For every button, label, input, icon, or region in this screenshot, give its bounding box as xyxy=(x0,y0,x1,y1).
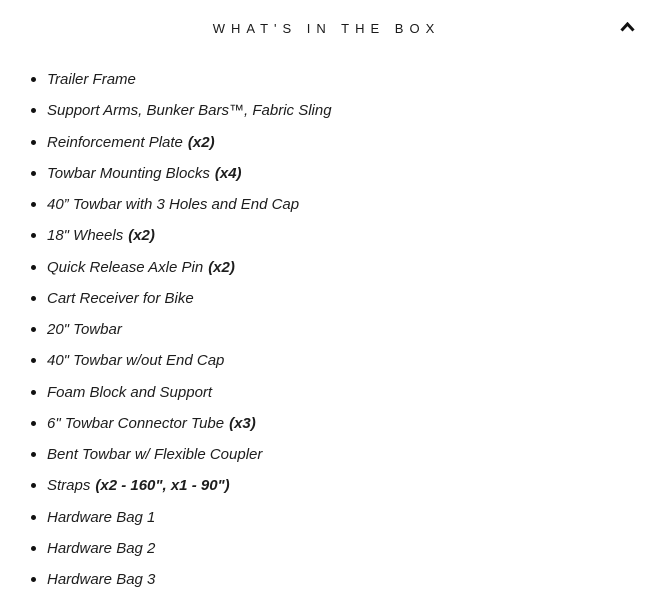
item-quantity: (x4) xyxy=(214,164,242,182)
item-text: Reinforcement Plate xyxy=(47,133,183,151)
list-item xyxy=(31,194,647,215)
list-item xyxy=(31,132,647,153)
list-item xyxy=(31,444,647,465)
list-item xyxy=(31,225,647,246)
box-contents-list xyxy=(0,69,647,590)
list-item xyxy=(31,257,647,278)
item-text: Foam Block and Support xyxy=(47,383,213,401)
item-quantity: (x2) xyxy=(128,227,155,245)
item-text: 40” Towbar with 3 Holes and End Cap xyxy=(47,196,300,213)
list-item xyxy=(31,100,647,121)
item-text: 20" Towbar xyxy=(47,321,122,338)
list-item xyxy=(31,538,647,559)
chevron-up-icon[interactable] xyxy=(619,21,635,33)
item-text: Hardware Bag 1 xyxy=(47,508,156,526)
list-item xyxy=(31,69,647,90)
item-text: Bent Towbar w/ Flexible Coupler xyxy=(47,446,263,463)
item-text: Hardware Bag 2 xyxy=(47,539,156,557)
item-quantity: (x2) xyxy=(208,258,235,276)
item-text: 18" Wheels xyxy=(47,227,124,245)
item-text: Straps xyxy=(47,477,91,495)
list-item xyxy=(31,507,647,528)
item-text: Quick Release Axle Pin xyxy=(47,258,204,276)
item-text: Trailer Frame xyxy=(47,71,136,88)
accordion-header[interactable] xyxy=(0,0,647,44)
item-text: Towbar Mounting Blocks xyxy=(47,164,210,182)
list-item xyxy=(31,163,647,184)
item-quantity: (x2 - 160", x1 - 90") xyxy=(95,477,230,495)
item-quantity: (x2) xyxy=(187,133,215,151)
item-text: Cart Receiver for Bike xyxy=(47,289,194,307)
item-text: Support Arms, Bunker Bars™, Fabric Sling xyxy=(47,102,332,120)
item-text: 6" Towbar Connector Tube xyxy=(47,414,225,432)
item-text: 40" Towbar w/out End Cap xyxy=(47,352,225,370)
list-item xyxy=(31,319,647,340)
item-text: Hardware Bag 3 xyxy=(47,571,156,588)
list-item xyxy=(31,413,647,434)
list-item xyxy=(31,350,647,371)
list-item xyxy=(31,475,647,496)
list-item xyxy=(31,288,647,309)
list-item xyxy=(31,382,647,403)
item-quantity: (x3) xyxy=(229,414,256,432)
section-title: WHAT'S IN THE BOX xyxy=(212,21,441,36)
list-item xyxy=(31,569,647,590)
